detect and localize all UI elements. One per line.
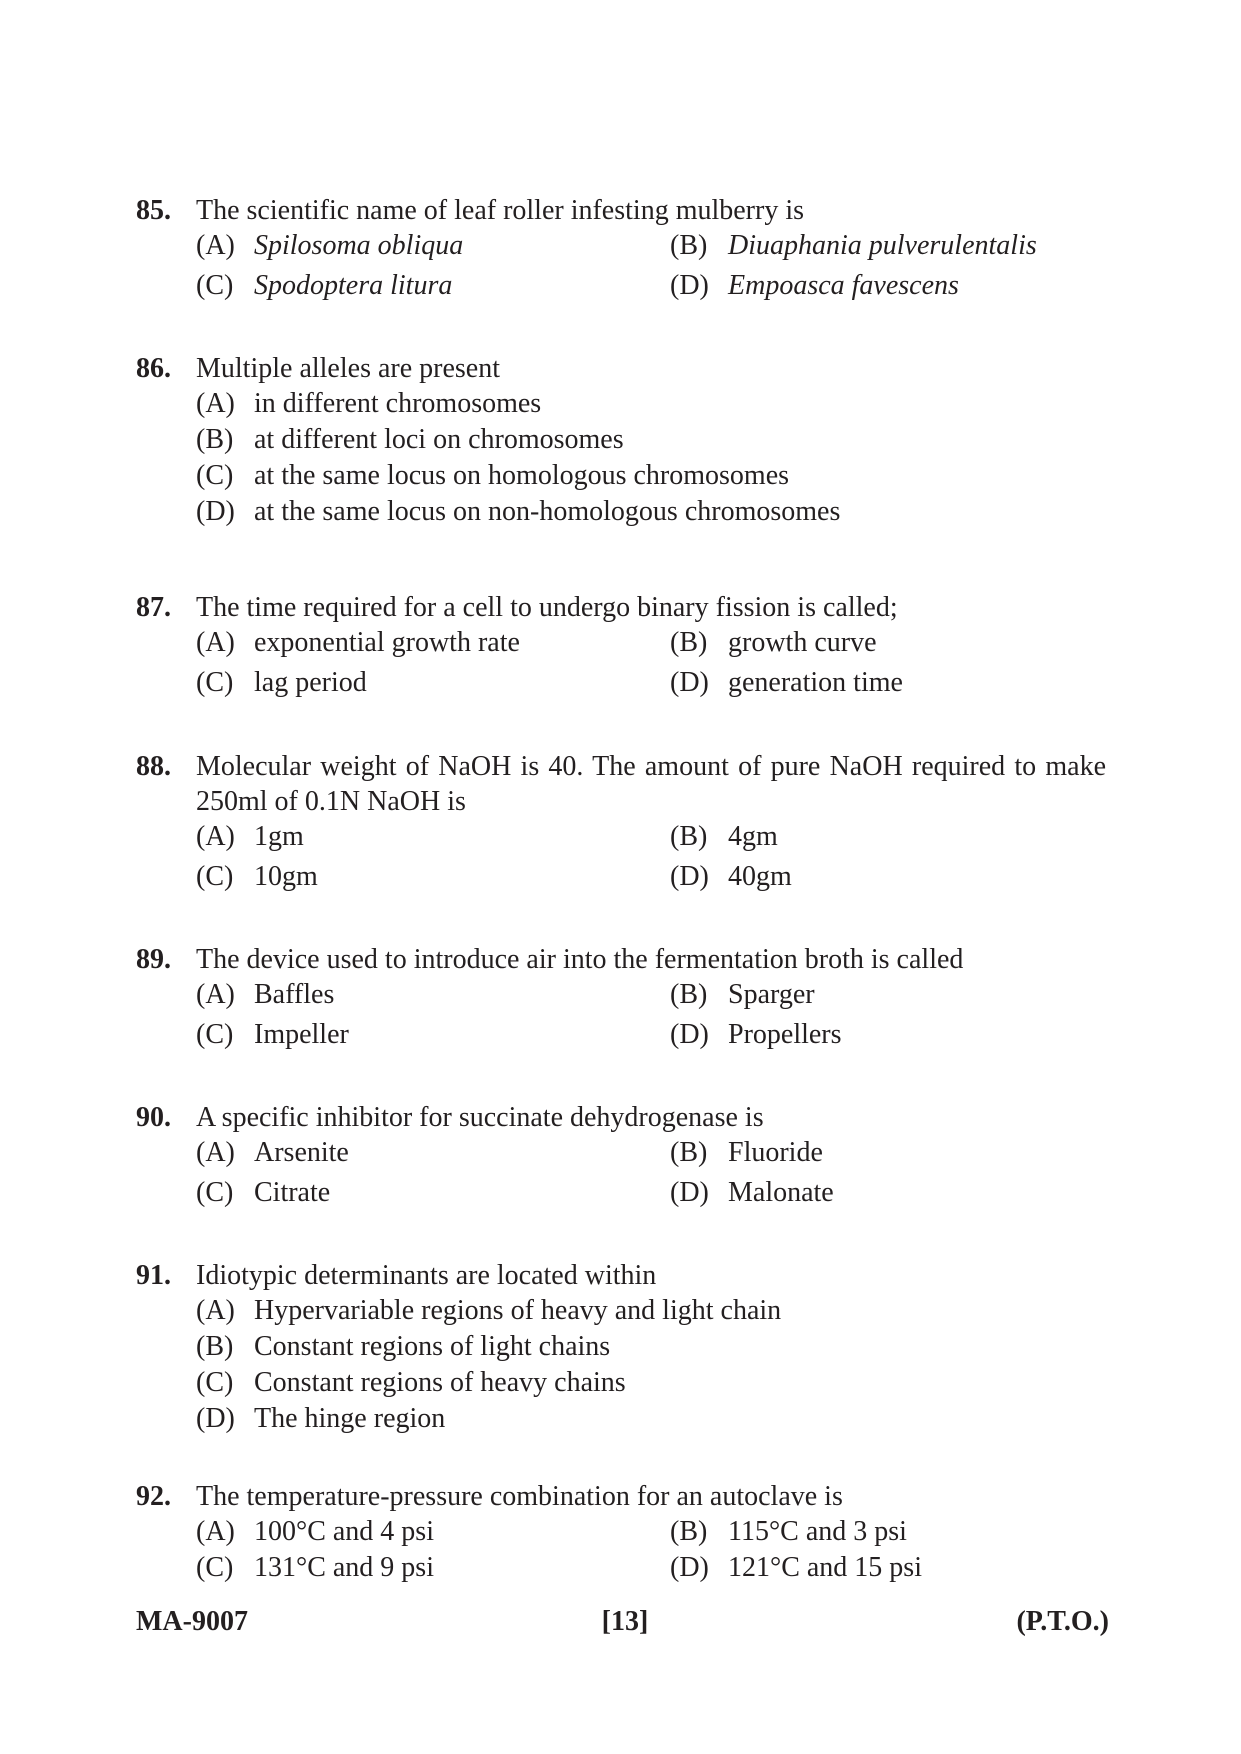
question-89 [136,942,1106,1057]
option-letter: (C) [196,1552,234,1583]
option-text: Empoasca favescens [728,270,959,301]
option-letter: (D) [670,1552,709,1583]
question-number: 92. [136,1481,171,1512]
option-letter: (D) [670,1019,709,1050]
option-b [196,1329,610,1364]
option-b [670,819,778,854]
question-88 [136,749,1106,899]
option-letter: (B) [670,230,708,261]
option-text: Propellers [728,1019,842,1050]
option-text: Impeller [254,1019,349,1050]
option-text: Constant regions of light chains [254,1331,611,1362]
option-c [196,859,670,894]
option-a [196,625,670,660]
question-number: 85. [136,195,171,226]
option-d [670,268,959,303]
question-number: 87. [136,592,171,623]
option-letter: (D) [196,1403,235,1434]
question-number: 89. [136,944,171,975]
option-c [196,1017,670,1052]
paper-code: MA-9007 [136,1606,248,1637]
option-d [670,1017,842,1052]
question-text: Multiple alleles are present [196,353,500,384]
option-text: Spilosoma obliqua [254,230,464,261]
option-text: Fluoride [728,1137,823,1168]
option-text: 115°C and 3 psi [728,1516,907,1547]
question-text: Molecular weight of NaOH is 40. The amount of pure NaOH required to make 250ml of 0.1N NaOH is [196,751,1106,817]
question-number: 88. [136,751,171,782]
option-text: Malonate [728,1177,834,1208]
option-c [196,665,670,700]
option-b [670,977,815,1012]
option-text: 131°C and 9 psi [254,1552,434,1583]
option-text: growth curve [728,627,877,658]
option-letter: (C) [196,270,234,301]
option-letter: (C) [196,667,234,698]
option-letter: (A) [196,979,235,1010]
question-text: A specific inhibitor for succinate dehydrogenase is [196,1102,764,1133]
question-91 [136,1258,1106,1437]
option-b [196,422,624,457]
option-letter: (B) [670,1516,708,1547]
option-letter: (C) [196,1367,234,1398]
option-letter: (B) [670,821,708,852]
option-letter: (B) [670,627,708,658]
option-text: Sparger [728,979,815,1010]
question-number: 86. [136,353,171,384]
option-letter: (B) [670,979,708,1010]
option-letter: (A) [196,821,235,852]
question-text: The device used to introduce air into the fermentation broth is called [196,944,964,975]
option-text: 4gm [728,821,778,852]
option-c [196,1550,670,1585]
option-text: at the same locus on homologous chromosomes [254,460,790,491]
option-letter: (B) [196,424,234,455]
question-86 [136,351,1106,530]
option-letter: (B) [196,1331,234,1362]
question-90 [136,1100,1106,1215]
question-85 [136,193,1106,308]
option-letter: (C) [196,460,234,491]
option-d [670,665,903,700]
option-letter: (D) [196,496,235,527]
option-letter: (D) [670,667,709,698]
option-letter: (C) [196,1019,234,1050]
option-b [670,625,877,660]
option-c [196,1365,626,1400]
option-a [196,819,670,854]
question-87 [136,590,1106,705]
option-a [196,1293,781,1328]
question-text: The time required for a cell to undergo binary fission is called; [196,592,898,623]
option-text: 40gm [728,861,792,892]
option-d [670,859,792,894]
option-text: Spodoptera litura [254,270,453,301]
option-text: 100°C and 4 psi [254,1516,434,1547]
option-letter: (A) [196,1295,235,1326]
option-letter: (A) [196,1137,235,1168]
option-text: lag period [254,667,367,698]
question-text: The scientific name of leaf roller infesting mulberry is [196,195,805,226]
option-d [670,1550,922,1585]
option-text: Baffles [254,979,335,1010]
option-letter: (A) [196,230,235,261]
question-text: Idiotypic determinants are located within [196,1260,657,1291]
option-letter: (D) [670,270,709,301]
option-text: 1gm [254,821,304,852]
option-letter: (A) [196,1516,235,1547]
option-text: at different loci on chromosomes [254,424,624,455]
option-letter: (D) [670,861,709,892]
option-a [196,1514,670,1549]
option-text: Hypervariable regions of heavy and light chain [254,1295,782,1326]
pto-label: (P.T.O.) [1016,1606,1109,1637]
option-letter: (A) [196,388,235,419]
option-d [196,494,840,529]
option-letter: (D) [670,1177,709,1208]
page-number: [13] [601,1606,649,1637]
option-letter: (C) [196,1177,234,1208]
option-text: in different chromosomes [254,388,542,419]
option-text: The hinge region [254,1403,446,1434]
question-number: 91. [136,1260,171,1291]
option-b [670,1514,907,1549]
option-text: Diuaphania pulverulentalis [728,230,1037,261]
option-d [670,1175,834,1210]
question-92 [136,1479,1106,1586]
option-text: exponential growth rate [254,627,520,658]
option-letter: (C) [196,861,234,892]
option-letter: (B) [670,1137,708,1168]
option-c [196,268,670,303]
question-text: The temperature-pressure combination for an autoclave is [196,1481,843,1512]
option-b [670,228,1037,263]
option-b [670,1135,823,1170]
option-a [196,977,670,1012]
option-c [196,1175,670,1210]
option-text: generation time [728,667,903,698]
option-text: at the same locus on non-homologous chromosomes [254,496,841,527]
option-a [196,386,541,421]
option-text: 10gm [254,861,318,892]
option-text: 121°C and 15 psi [728,1552,922,1583]
option-text: Arsenite [254,1137,349,1168]
option-c [196,458,789,493]
question-number: 90. [136,1102,171,1133]
option-d [196,1401,445,1436]
option-text: Citrate [254,1177,331,1208]
option-a [196,228,670,263]
option-letter: (A) [196,627,235,658]
option-a [196,1135,670,1170]
option-text: Constant regions of heavy chains [254,1367,626,1398]
